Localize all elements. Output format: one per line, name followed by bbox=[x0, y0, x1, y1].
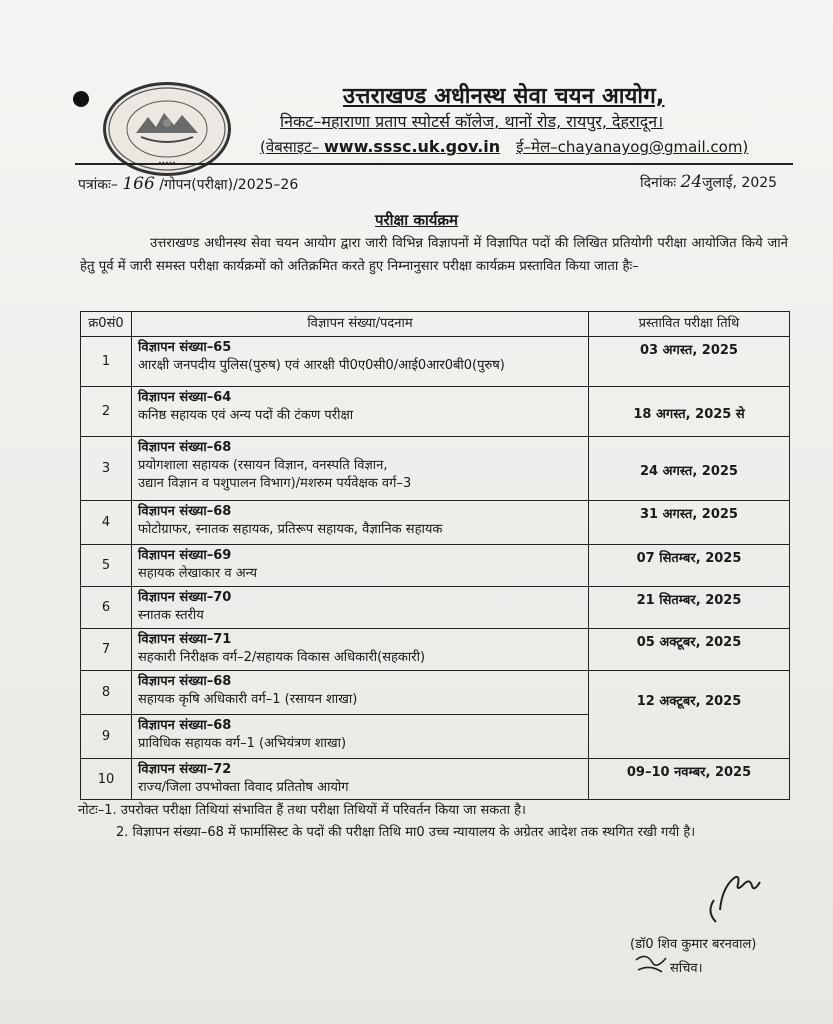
table-row bbox=[81, 671, 790, 715]
row-serial: 8 bbox=[81, 671, 132, 715]
exam-schedule-table bbox=[80, 311, 790, 800]
row-post: विज्ञापन संख्या–68 फोटोग्राफर, स्नातक सहायक, प्रतिरूप सहायक, वैज्ञानिक सहायक bbox=[132, 501, 589, 545]
row-date: 31 अगस्त, 2025 bbox=[589, 501, 790, 545]
table-row bbox=[81, 437, 790, 501]
row-date: 05 अक्टूबर, 2025 bbox=[589, 629, 790, 671]
row-serial: 4 bbox=[81, 501, 132, 545]
letter-number-handwritten: 166 bbox=[122, 174, 155, 194]
row-date: 12 अक्टूबर, 2025 bbox=[589, 671, 790, 759]
row-serial: 5 bbox=[81, 545, 132, 587]
table-row bbox=[81, 587, 790, 629]
signatory-designation: सचिव। bbox=[670, 961, 703, 976]
table-row bbox=[81, 387, 790, 437]
header-post: विज्ञापन संख्या/पदनाम bbox=[132, 312, 589, 337]
organization-address: निकट–महाराणा प्रताप स्पोटर्स कॉलेज, थानों रोड, रायपुर, देहरादून। bbox=[280, 112, 664, 131]
row-post: विज्ञापन संख्या–68 प्राविधिक सहायक वर्ग–1 (अभियंत्रण शाखा) bbox=[132, 715, 589, 759]
letter-number: पत्रांकः– 166 /गोपन(परीक्षा)/2025–26 bbox=[78, 174, 299, 194]
row-date: 18 अगस्त, 2025 से bbox=[589, 387, 790, 437]
row-post: विज्ञापन संख्या–68 सहायक कृषि अधिकारी वर्ग–1 (रसायन शाखा) bbox=[132, 671, 589, 715]
signatory-name: (डॉ0 शिव कुमार बरनवाल) bbox=[630, 937, 757, 952]
table-row bbox=[81, 501, 790, 545]
row-post: विज्ञापन संख्या–71 सहकारी निरीक्षक वर्ग–2/सहायक विकास अधिकारी(सहकारी) bbox=[132, 629, 589, 671]
row-date: 24 अगस्त, 2025 bbox=[589, 437, 790, 501]
header-serial: क्र0सं0 bbox=[81, 312, 132, 337]
row-serial: 10 bbox=[81, 759, 132, 800]
table-row bbox=[81, 337, 790, 387]
row-date: 09–10 नवम्बर, 2025 bbox=[589, 759, 790, 800]
table-row bbox=[81, 759, 790, 800]
website-link[interactable]: www.sssc.uk.gov.in bbox=[324, 137, 501, 156]
row-serial: 1 bbox=[81, 337, 132, 387]
row-date: 07 सितम्बर, 2025 bbox=[589, 545, 790, 587]
notes-label: नोटः– bbox=[78, 803, 105, 818]
organization-name: उत्तराखण्ड अधीनस्थ सेवा चयन आयोग, bbox=[343, 84, 665, 109]
row-serial: 3 bbox=[81, 437, 132, 501]
organization-contact bbox=[260, 137, 748, 157]
intro-paragraph: उत्तराखण्ड अधीनस्थ सेवा चयन आयोग द्वारा जारी विभिन्न विज्ञापनों में विज्ञापित पदों की लिखित प्रतियोगी परीक्षा आयोजित किये जाने हेतु पूर्व में जारी समस्त परीक्षा कार्यक्रमों को अतिक्रमित करते हुए निम्नानुसार परीक्षा कार्यक्रम प्रस्तावित किया जाता हैः– bbox=[80, 236, 788, 274]
row-serial: 6 bbox=[81, 587, 132, 629]
website-label: (वेबसाइट– www.sssc.uk.gov.in bbox=[260, 137, 501, 156]
row-serial: 7 bbox=[81, 629, 132, 671]
row-serial: 9 bbox=[81, 715, 132, 759]
letter-date-handwritten: 24 bbox=[680, 172, 703, 192]
notes-section bbox=[78, 800, 790, 844]
initials-scribble bbox=[632, 950, 672, 978]
table-row bbox=[81, 629, 790, 671]
note-2: 2. विज्ञापन संख्या–68 में फार्मासिस्ट के पदों की परीक्षा तिथि मा0 उच्च न्यायालय के अग्रेतर आदेश तक स्थगित रखी गयी है। bbox=[116, 825, 696, 840]
row-post: विज्ञापन संख्या–70 स्नातक स्तरीय bbox=[132, 587, 589, 629]
table-row bbox=[81, 545, 790, 587]
header-divider bbox=[75, 163, 793, 165]
commission-emblem-logo bbox=[103, 82, 231, 176]
page-heading: परीक्षा कार्यक्रम bbox=[375, 211, 458, 229]
signature-scribble bbox=[700, 870, 780, 930]
letter-date: दिनांकः 24जुलाई, 2025 bbox=[640, 172, 778, 192]
note-1: 1. उपरोक्त परीक्षा तिथियां संभावित हैं तथा परीक्षा तिथियों में परिवर्तन किया जा सकता है। bbox=[104, 803, 526, 818]
row-post: विज्ञापन संख्या–65 आरक्षी जनपदीय पुलिस(पुरुष) एवं आरक्षी पी0ए0सी0/आई0आर0बी0(पुरुष) bbox=[132, 337, 589, 387]
row-post: विज्ञापन संख्या–69 सहायक लेखाकार व अन्य bbox=[132, 545, 589, 587]
row-date: 03 अगस्त, 2025 bbox=[589, 337, 790, 387]
bullet-mark bbox=[73, 91, 89, 107]
row-date: 21 सितम्बर, 2025 bbox=[589, 587, 790, 629]
row-post: विज्ञापन संख्या–64 कनिष्ठ सहायक एवं अन्य पदों की टंकण परीक्षा bbox=[132, 387, 589, 437]
row-post: विज्ञापन संख्या–68 प्रयोगशाला सहायक (रसायन विज्ञान, वनस्पति विज्ञान, उद्यान विज्ञान व पशुपालन विभाग)/मशरुम पर्यवेक्षक वर्ग–3 bbox=[132, 437, 589, 501]
header-date: प्रस्तावित परीक्षा तिथि bbox=[589, 312, 790, 337]
email-address: ई–मेल–chayanayog@gmail.com) bbox=[516, 138, 749, 156]
table-header-row bbox=[81, 312, 790, 337]
row-post: विज्ञापन संख्या–72 राज्य/जिला उपभोक्ता विवाद प्रतितोष आयोग bbox=[132, 759, 589, 800]
row-serial: 2 bbox=[81, 387, 132, 437]
